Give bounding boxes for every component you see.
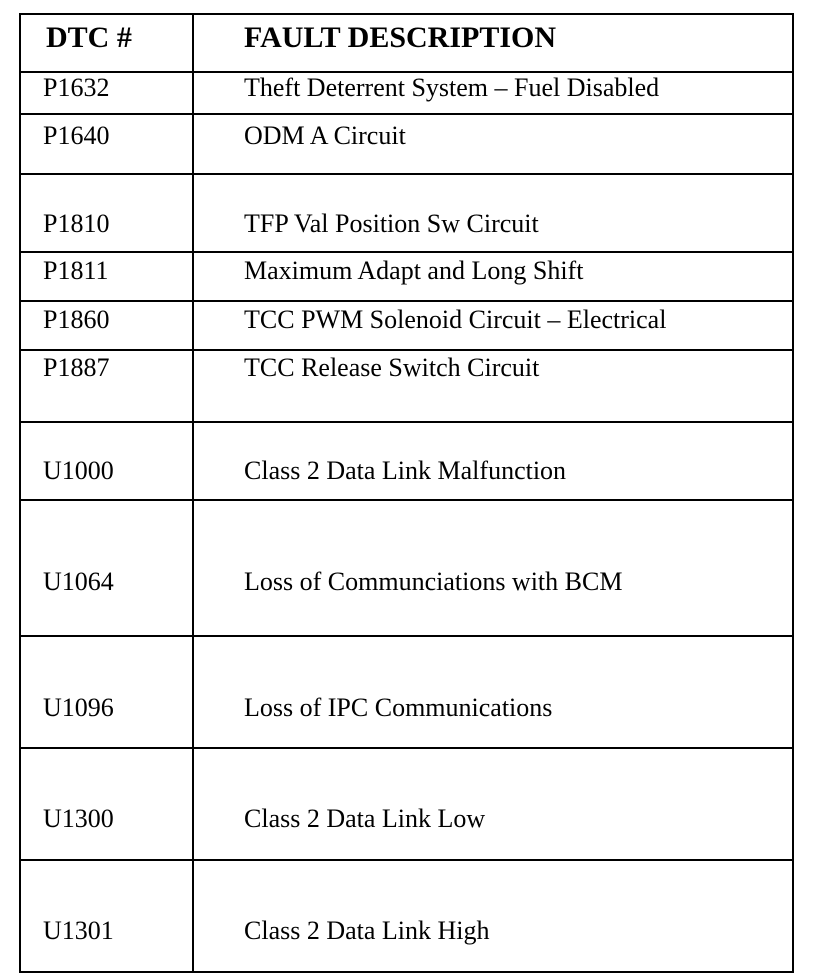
fault-description-cell: Maximum Adapt and Long Shift	[193, 252, 793, 301]
dtc-code-cell: P1860	[20, 301, 193, 350]
fault-description-cell: TCC PWM Solenoid Circuit – Electrical	[193, 301, 793, 350]
fault-description-cell: TFP Val Position Sw Circuit	[193, 174, 793, 252]
dtc-code-cell: U1000	[20, 422, 193, 500]
dtc-code-cell: P1811	[20, 252, 193, 301]
column-header-dtc: DTC #	[20, 14, 193, 72]
dtc-code-cell: U1096	[20, 636, 193, 748]
table-row	[20, 350, 793, 422]
dtc-code-cell: U1301	[20, 860, 193, 972]
table-row	[20, 72, 793, 114]
fault-description-cell: Loss of IPC Communications	[193, 636, 793, 748]
dtc-code-cell: P1632	[20, 72, 193, 114]
table-row	[20, 422, 793, 500]
dtc-code-cell: U1064	[20, 500, 193, 636]
column-header-fault-description: FAULT DESCRIPTION	[193, 14, 793, 72]
table-row	[20, 860, 793, 972]
fault-description-cell: TCC Release Switch Circuit	[193, 350, 793, 422]
table-row	[20, 636, 793, 748]
table-row	[20, 301, 793, 350]
table-row	[20, 252, 793, 301]
fault-description-cell: Theft Deterrent System – Fuel Disabled	[193, 72, 793, 114]
fault-description-cell: Class 2 Data Link Low	[193, 748, 793, 860]
dtc-code-cell: P1810	[20, 174, 193, 252]
fault-description-cell: Loss of Communciations with BCM	[193, 500, 793, 636]
table-row	[20, 174, 793, 252]
table-row	[20, 748, 793, 860]
dtc-code-cell: U1300	[20, 748, 193, 860]
table-row	[20, 500, 793, 636]
dtc-code-cell: P1640	[20, 114, 193, 174]
dtc-code-cell: P1887	[20, 350, 193, 422]
table-header-row	[20, 14, 793, 72]
fault-description-cell: ODM A Circuit	[193, 114, 793, 174]
table-row	[20, 114, 793, 174]
dtc-fault-table	[19, 13, 794, 973]
fault-description-cell: Class 2 Data Link High	[193, 860, 793, 972]
fault-description-cell: Class 2 Data Link Malfunction	[193, 422, 793, 500]
